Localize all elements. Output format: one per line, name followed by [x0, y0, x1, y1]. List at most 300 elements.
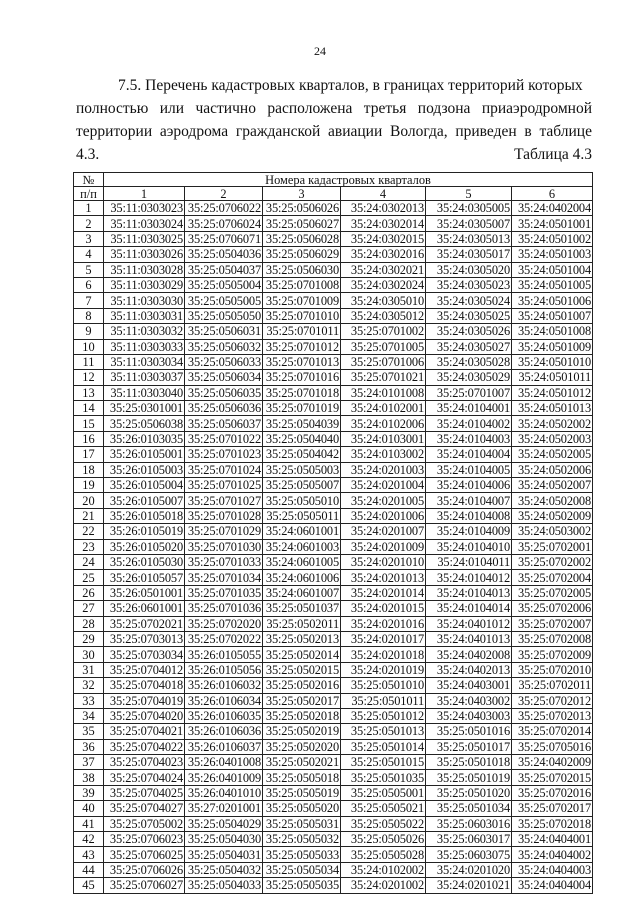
- cadastral-number-cell: 35:11:0303023: [104, 201, 185, 216]
- cadastral-number-cell: 35:24:0201009: [341, 539, 426, 554]
- cadastral-number-cell: 35:26:0105020: [104, 539, 185, 554]
- cadastral-number-cell: 35:24:0201019: [341, 662, 426, 677]
- cadastral-number-cell: 35:25:0502013: [263, 631, 341, 646]
- cadastral-number-cell: 35:25:0504030: [185, 832, 263, 847]
- cadastral-number-cell: 35:26:0501001: [104, 585, 185, 600]
- cadastral-number-cell: 35:26:0401009: [185, 770, 263, 785]
- cadastral-number-cell: 35:25:0505031: [263, 816, 341, 831]
- row-number-cell: 14: [74, 401, 104, 416]
- table-body: [74, 201, 593, 894]
- cadastral-number-cell: 35:26:0601001: [104, 601, 185, 616]
- cadastral-number-cell: 35:25:0701036: [185, 601, 263, 616]
- table-row: [74, 478, 593, 493]
- row-number-cell: 1: [74, 201, 104, 216]
- cadastral-number-cell: 35:25:0702002: [512, 554, 593, 569]
- cadastral-number-cell: 35:25:0702012: [512, 693, 593, 708]
- row-number-cell: 7: [74, 293, 104, 308]
- row-number-cell: 23: [74, 539, 104, 554]
- cadastral-number-cell: 35:25:0501011: [341, 693, 426, 708]
- cadastral-number-cell: 35:24:0201002: [341, 878, 426, 893]
- row-number-cell: 12: [74, 370, 104, 385]
- row-number-cell: 26: [74, 585, 104, 600]
- cadastral-number-cell: 35:24:0201013: [341, 570, 426, 585]
- cadastral-number-cell: 35:25:0702006: [512, 601, 593, 616]
- cadastral-number-cell: 35:25:0505021: [341, 801, 426, 816]
- row-number-cell: 31: [74, 662, 104, 677]
- row-number-cell: 6: [74, 277, 104, 292]
- cadastral-number-cell: 35:24:0305027: [426, 339, 512, 354]
- cadastral-number-cell: 35:25:0505003: [263, 462, 341, 477]
- cadastral-number-cell: 35:26:0105004: [104, 478, 185, 493]
- cadastral-number-cell: 35:25:0701012: [263, 339, 341, 354]
- cadastral-number-cell: 35:24:0302016: [341, 247, 426, 262]
- cadastral-number-cell: 35:25:0505050: [185, 308, 263, 323]
- cadastral-number-cell: 35:24:0305024: [426, 293, 512, 308]
- cadastral-number-cell: 35:25:0603075: [426, 847, 512, 862]
- cadastral-number-cell: 35:24:0402009: [512, 755, 593, 770]
- cadastral-number-cell: 35:25:0504039: [263, 416, 341, 431]
- cadastral-number-cell: 35:25:0505033: [263, 847, 341, 862]
- cadastral-number-cell: 35:24:0201017: [341, 631, 426, 646]
- table-row: [74, 662, 593, 677]
- row-number-cell: 15: [74, 416, 104, 431]
- cadastral-number-cell: 35:24:0305026: [426, 324, 512, 339]
- cadastral-number-cell: 35:25:0506028: [263, 231, 341, 246]
- cadastral-number-cell: 35:24:0201004: [341, 478, 426, 493]
- cadastral-number-cell: 35:25:0505004: [185, 277, 263, 292]
- table-caption: Таблица 4.3: [514, 146, 592, 163]
- cadastral-number-cell: 35:25:0701023: [185, 447, 263, 462]
- group-header: Номера кадастровых кварталов: [104, 173, 593, 187]
- cadastral-number-cell: 35:25:0702008: [512, 631, 593, 646]
- cadastral-number-cell: 35:24:0104003: [426, 431, 512, 446]
- row-number-cell: 42: [74, 832, 104, 847]
- cadastral-number-cell: 35:24:0104010: [426, 539, 512, 554]
- cadastral-number-cell: 35:25:0505005: [185, 293, 263, 308]
- row-number-cell: 30: [74, 647, 104, 662]
- cadastral-number-cell: 35:24:0305028: [426, 354, 512, 369]
- cadastral-number-cell: 35:25:0702011: [512, 678, 593, 693]
- cadastral-number-cell: 35:25:0705016: [512, 739, 593, 754]
- cadastral-number-cell: 35:26:0105019: [104, 524, 185, 539]
- cadastral-number-cell: 35:24:0104005: [426, 462, 512, 477]
- cadastral-number-cell: 35:24:0601005: [263, 554, 341, 569]
- cadastral-number-cell: 35:24:0501013: [512, 401, 593, 416]
- cadastral-number-cell: 35:25:0701018: [263, 385, 341, 400]
- cadastral-number-cell: 35:24:0305025: [426, 308, 512, 323]
- table-row: [74, 724, 593, 739]
- column-number-header: 1: [104, 187, 185, 201]
- table-row: [74, 785, 593, 800]
- cadastral-number-cell: 35:11:0303031: [104, 308, 185, 323]
- cadastral-number-cell: 35:24:0101008: [341, 385, 426, 400]
- cadastral-number-cell: 35:24:0201018: [341, 647, 426, 662]
- table-row: [74, 231, 593, 246]
- cadastral-number-cell: 35:25:0505026: [341, 832, 426, 847]
- cadastral-number-cell: 35:25:0504033: [185, 878, 263, 893]
- cadastral-number-cell: 35:25:0704020: [104, 708, 185, 723]
- cadastral-number-cell: 35:24:0201015: [341, 601, 426, 616]
- cadastral-number-cell: 35:24:0501003: [512, 247, 593, 262]
- cadastral-number-cell: 35:25:0704021: [104, 724, 185, 739]
- table-row: [74, 508, 593, 523]
- row-number-cell: 5: [74, 262, 104, 277]
- cadastral-number-cell: 35:25:0504029: [185, 816, 263, 831]
- cadastral-number-cell: 35:24:0201021: [426, 878, 512, 893]
- cadastral-number-cell: 35:24:0503002: [512, 524, 593, 539]
- table-row: [74, 816, 593, 831]
- cadastral-number-cell: 35:24:0601007: [263, 585, 341, 600]
- row-number-cell: 21: [74, 508, 104, 523]
- cadastral-number-cell: 35:24:0305029: [426, 370, 512, 385]
- cadastral-number-cell: 35:24:0302014: [341, 216, 426, 231]
- row-number-cell: 28: [74, 616, 104, 631]
- cadastral-number-cell: 35:25:0505007: [263, 478, 341, 493]
- cadastral-number-cell: 35:25:0702016: [512, 785, 593, 800]
- cadastral-number-cell: 35:25:0506035: [185, 385, 263, 400]
- cadastral-number-cell: 35:24:0305005: [426, 201, 512, 216]
- cadastral-number-cell: 35:24:0302024: [341, 277, 426, 292]
- cadastral-number-cell: 35:24:0305010: [341, 293, 426, 308]
- cadastral-number-cell: 35:25:0603016: [426, 816, 512, 831]
- column-number-header: 3: [263, 187, 341, 201]
- table-row: [74, 247, 593, 262]
- row-number-cell: 35: [74, 724, 104, 739]
- table-row: [74, 832, 593, 847]
- cadastral-number-cell: 35:24:0401012: [426, 616, 512, 631]
- table-row: [74, 678, 593, 693]
- row-number-cell: 17: [74, 447, 104, 462]
- cadastral-number-cell: 35:25:0702020: [185, 616, 263, 631]
- cadastral-number-cell: 35:25:0704022: [104, 739, 185, 754]
- table-row: [74, 354, 593, 369]
- row-number-cell: 19: [74, 478, 104, 493]
- row-number-cell: 25: [74, 570, 104, 585]
- table-row: [74, 262, 593, 277]
- cadastral-number-cell: 35:11:0303024: [104, 216, 185, 231]
- row-number-cell: 22: [74, 524, 104, 539]
- cadastral-number-cell: 35:24:0501012: [512, 385, 593, 400]
- row-number-cell: 29: [74, 631, 104, 646]
- cadastral-number-cell: 35:24:0103001: [341, 431, 426, 446]
- cadastral-number-cell: 35:24:0501006: [512, 293, 593, 308]
- row-number-cell: 20: [74, 493, 104, 508]
- cadastral-number-cell: 35:24:0501008: [512, 324, 593, 339]
- table-row: [74, 616, 593, 631]
- cadastral-number-cell: 35:25:0504037: [185, 262, 263, 277]
- cadastral-number-cell: 35:11:0303034: [104, 354, 185, 369]
- cadastral-number-cell: 35:25:0701005: [341, 339, 426, 354]
- cadastral-number-cell: 35:26:0105018: [104, 508, 185, 523]
- row-number-cell: 8: [74, 308, 104, 323]
- cadastral-number-cell: 35:26:0106035: [185, 708, 263, 723]
- cadastral-number-cell: 35:25:0502015: [263, 662, 341, 677]
- table-row: [74, 755, 593, 770]
- cadastral-number-cell: 35:25:0706071: [185, 231, 263, 246]
- row-number-cell: 34: [74, 708, 104, 723]
- cadastral-number-cell: 35:25:0706022: [185, 201, 263, 216]
- cadastral-number-cell: 35:25:0701033: [185, 554, 263, 569]
- table-row: [74, 201, 593, 216]
- cadastral-number-cell: 35:24:0501009: [512, 339, 593, 354]
- table-row: [74, 570, 593, 585]
- cadastral-number-cell: 35:25:0702014: [512, 724, 593, 739]
- paragraph-first-line: 7.5. Перечень кадастровых кварталов, в границах территорий которых: [118, 77, 583, 94]
- cadastral-number-cell: 35:11:0303040: [104, 385, 185, 400]
- table-row: [74, 277, 593, 292]
- cadastral-quarters-table: [73, 172, 593, 894]
- cadastral-number-cell: 35:26:0105003: [104, 462, 185, 477]
- cadastral-number-cell: 35:25:0501013: [341, 724, 426, 739]
- cadastral-number-cell: 35:24:0104006: [426, 478, 512, 493]
- cadastral-number-cell: 35:25:0706025: [104, 847, 185, 862]
- cadastral-number-cell: 35:25:0701013: [263, 354, 341, 369]
- table-row: [74, 739, 593, 754]
- cadastral-number-cell: 35:26:0105030: [104, 554, 185, 569]
- row-number-cell: 38: [74, 770, 104, 785]
- cadastral-number-cell: 35:24:0201003: [341, 462, 426, 477]
- cadastral-number-cell: 35:24:0402004: [512, 201, 593, 216]
- cadastral-number-cell: 35:25:0704019: [104, 693, 185, 708]
- cadastral-number-cell: 35:25:0701034: [185, 570, 263, 585]
- cadastral-number-cell: 35:24:0501011: [512, 370, 593, 385]
- cadastral-number-cell: 35:11:0303037: [104, 370, 185, 385]
- cadastral-number-cell: 35:25:0502019: [263, 724, 341, 739]
- row-number-cell: 9: [74, 324, 104, 339]
- cadastral-number-cell: 35:25:0701027: [185, 493, 263, 508]
- cadastral-number-cell: 35:25:0501018: [426, 755, 512, 770]
- cadastral-number-cell: 35:26:0106037: [185, 739, 263, 754]
- cadastral-number-cell: 35:25:0506027: [263, 216, 341, 231]
- cadastral-number-cell: 35:25:0502014: [263, 647, 341, 662]
- cadastral-number-cell: 35:24:0201007: [341, 524, 426, 539]
- cadastral-number-cell: 35:24:0404002: [512, 847, 593, 862]
- cadastral-number-cell: 35:25:0501015: [341, 755, 426, 770]
- cadastral-number-cell: 35:11:0303028: [104, 262, 185, 277]
- row-number-cell: 43: [74, 847, 104, 862]
- cadastral-number-cell: 35:25:0506037: [185, 416, 263, 431]
- row-number-cell: 36: [74, 739, 104, 754]
- cadastral-number-cell: 35:25:0701010: [263, 308, 341, 323]
- cadastral-number-cell: 35:25:0501035: [341, 770, 426, 785]
- cadastral-number-cell: 35:24:0201010: [341, 554, 426, 569]
- table-row: [74, 524, 593, 539]
- table-row: [74, 293, 593, 308]
- cadastral-number-cell: 35:24:0305020: [426, 262, 512, 277]
- cadastral-number-cell: 35:25:0504042: [263, 447, 341, 462]
- cadastral-number-cell: 35:24:0501002: [512, 231, 593, 246]
- cadastral-number-cell: 35:25:0702001: [512, 539, 593, 554]
- row-number-cell: 40: [74, 801, 104, 816]
- cadastral-number-cell: 35:25:0704027: [104, 801, 185, 816]
- cadastral-number-cell: 35:24:0104011: [426, 554, 512, 569]
- cadastral-number-cell: 35:25:0704018: [104, 678, 185, 693]
- cadastral-number-cell: 35:25:0706026: [104, 862, 185, 877]
- cadastral-number-cell: 35:25:0505034: [263, 862, 341, 877]
- cadastral-number-cell: 35:25:0504032: [185, 862, 263, 877]
- cadastral-number-cell: 35:25:0502021: [263, 755, 341, 770]
- row-number-cell: 18: [74, 462, 104, 477]
- cadastral-number-cell: 35:25:0506034: [185, 370, 263, 385]
- cadastral-number-cell: 35:24:0102006: [341, 416, 426, 431]
- table-row: [74, 401, 593, 416]
- cadastral-number-cell: 35:26:0105057: [104, 570, 185, 585]
- cadastral-number-cell: 35:25:0502017: [263, 693, 341, 708]
- paragraph-rest: полностью или частично расположена третья подзона приаэродромной территории аэродрома гражданской авиации Вологда, приведен в таблице 4.3.: [76, 100, 592, 163]
- row-number-cell: 45: [74, 878, 104, 893]
- cadastral-number-cell: 35:11:0303033: [104, 339, 185, 354]
- cadastral-number-cell: 35:25:0703034: [104, 647, 185, 662]
- cadastral-number-cell: 35:24:0201005: [341, 493, 426, 508]
- cadastral-number-cell: 35:25:0701029: [185, 524, 263, 539]
- table-row: [74, 693, 593, 708]
- row-number-cell: 4: [74, 247, 104, 262]
- cadastral-number-cell: 35:24:0404004: [512, 878, 593, 893]
- cadastral-number-cell: 35:24:0104014: [426, 601, 512, 616]
- table-row: [74, 647, 593, 662]
- cadastral-number-cell: 35:25:0504031: [185, 847, 263, 862]
- table-row: [74, 416, 593, 431]
- cadastral-number-cell: 35:26:0106034: [185, 693, 263, 708]
- row-number-cell: 37: [74, 755, 104, 770]
- cadastral-number-cell: 35:26:0401010: [185, 785, 263, 800]
- cadastral-number-cell: 35:25:0701009: [263, 293, 341, 308]
- cadastral-number-cell: 35:25:0704023: [104, 755, 185, 770]
- cadastral-number-cell: 35:25:0506030: [263, 262, 341, 277]
- cadastral-number-cell: 35:25:0701006: [341, 354, 426, 369]
- cadastral-number-cell: 35:25:0702009: [512, 647, 593, 662]
- cadastral-number-cell: 35:25:0505010: [263, 493, 341, 508]
- cadastral-number-cell: 35:25:0505028: [341, 847, 426, 862]
- cadastral-number-cell: 35:11:0303032: [104, 324, 185, 339]
- table-row: [74, 539, 593, 554]
- table-row: [74, 878, 593, 893]
- cadastral-number-cell: 35:25:0701022: [185, 431, 263, 446]
- table-row: [74, 370, 593, 385]
- cadastral-number-cell: 35:25:0502011: [263, 616, 341, 631]
- cadastral-number-cell: 35:24:0502005: [512, 447, 593, 462]
- cadastral-number-cell: 35:26:0106032: [185, 678, 263, 693]
- cadastral-number-cell: 35:25:0502020: [263, 739, 341, 754]
- cadastral-number-cell: 35:25:0506029: [263, 247, 341, 262]
- table-header-row-group: [74, 173, 593, 187]
- cadastral-number-cell: 35:25:0701035: [185, 585, 263, 600]
- cadastral-number-cell: 35:26:0103035: [104, 431, 185, 446]
- row-number-cell: 39: [74, 785, 104, 800]
- cadastral-number-cell: 35:25:0301001: [104, 401, 185, 416]
- cadastral-number-cell: 35:24:0502008: [512, 493, 593, 508]
- cadastral-number-cell: 35:25:0505022: [341, 816, 426, 831]
- cadastral-number-cell: 35:25:0701019: [263, 401, 341, 416]
- table-row: [74, 385, 593, 400]
- cadastral-number-cell: 35:25:0701025: [185, 478, 263, 493]
- cadastral-number-cell: 35:25:0702010: [512, 662, 593, 677]
- cadastral-number-cell: 35:25:0505018: [263, 770, 341, 785]
- table-row: [74, 801, 593, 816]
- cadastral-number-cell: 35:24:0102002: [341, 862, 426, 877]
- cadastral-number-cell: 35:24:0501010: [512, 354, 593, 369]
- cadastral-number-cell: 35:25:0702004: [512, 570, 593, 585]
- cadastral-number-cell: 35:25:0502018: [263, 708, 341, 723]
- row-number-header: №: [74, 173, 104, 187]
- cadastral-number-cell: 35:26:0105001: [104, 447, 185, 462]
- cadastral-number-cell: 35:25:0702017: [512, 801, 593, 816]
- cadastral-number-cell: 35:24:0403001: [426, 678, 512, 693]
- cadastral-number-cell: 35:25:0704012: [104, 662, 185, 677]
- column-number-header: 5: [426, 187, 512, 201]
- cadastral-number-cell: 35:25:0701016: [263, 370, 341, 385]
- cadastral-number-cell: 35:25:0505020: [263, 801, 341, 816]
- row-number-subheader: п/п: [74, 187, 104, 201]
- cadastral-number-cell: 35:24:0104004: [426, 447, 512, 462]
- cadastral-number-cell: 35:27:0201001: [185, 801, 263, 816]
- table-row: [74, 601, 593, 616]
- cadastral-number-cell: 35:25:0705002: [104, 816, 185, 831]
- cadastral-number-cell: 35:11:0303025: [104, 231, 185, 246]
- cadastral-number-cell: 35:11:0303029: [104, 277, 185, 292]
- cadastral-number-cell: 35:25:0702022: [185, 631, 263, 646]
- cadastral-number-cell: 35:25:0504040: [263, 431, 341, 446]
- cadastral-number-cell: 35:26:0106036: [185, 724, 263, 739]
- table-header-row-columns: [74, 187, 593, 201]
- cadastral-number-cell: 35:25:0706024: [185, 216, 263, 231]
- cadastral-number-cell: 35:25:0505011: [263, 508, 341, 523]
- cadastral-number-cell: 35:24:0103002: [341, 447, 426, 462]
- row-number-cell: 2: [74, 216, 104, 231]
- cadastral-number-cell: 35:24:0404001: [512, 832, 593, 847]
- cadastral-number-cell: 35:25:0702018: [512, 816, 593, 831]
- row-number-cell: 10: [74, 339, 104, 354]
- cadastral-number-cell: 35:25:0505019: [263, 785, 341, 800]
- cadastral-number-cell: 35:25:0501017: [426, 739, 512, 754]
- cadastral-number-cell: 35:24:0502006: [512, 462, 593, 477]
- cadastral-number-cell: 35:11:0303026: [104, 247, 185, 262]
- cadastral-number-cell: 35:25:0701024: [185, 462, 263, 477]
- cadastral-number-cell: 35:24:0104008: [426, 508, 512, 523]
- cadastral-number-cell: 35:25:0603017: [426, 832, 512, 847]
- row-number-cell: 44: [74, 862, 104, 877]
- cadastral-number-cell: 35:24:0104012: [426, 570, 512, 585]
- cadastral-number-cell: 35:24:0201020: [426, 862, 512, 877]
- table-row: [74, 770, 593, 785]
- cadastral-number-cell: 35:25:0505035: [263, 878, 341, 893]
- cadastral-number-cell: 35:24:0305013: [426, 231, 512, 246]
- cadastral-number-cell: 35:24:0305012: [341, 308, 426, 323]
- cadastral-number-cell: 35:24:0305023: [426, 277, 512, 292]
- column-number-header: 4: [341, 187, 426, 201]
- cadastral-number-cell: 35:25:0505001: [341, 785, 426, 800]
- cadastral-number-cell: 35:24:0104013: [426, 585, 512, 600]
- cadastral-number-cell: 35:25:0704025: [104, 785, 185, 800]
- cadastral-number-cell: 35:24:0501001: [512, 216, 593, 231]
- table-row: [74, 862, 593, 877]
- cadastral-number-cell: 35:24:0305017: [426, 247, 512, 262]
- cadastral-number-cell: 35:25:0506036: [185, 401, 263, 416]
- table-row: [74, 554, 593, 569]
- cadastral-number-cell: 35:24:0601003: [263, 539, 341, 554]
- cadastral-number-cell: 35:25:0501012: [341, 708, 426, 723]
- cadastral-number-cell: 35:25:0702007: [512, 616, 593, 631]
- cadastral-number-cell: 35:25:0501037: [263, 601, 341, 616]
- column-number-header: 6: [512, 187, 593, 201]
- cadastral-number-cell: 35:24:0302021: [341, 262, 426, 277]
- cadastral-number-cell: 35:26:0105007: [104, 493, 185, 508]
- cadastral-number-cell: 35:26:0401008: [185, 755, 263, 770]
- cadastral-number-cell: 35:24:0305007: [426, 216, 512, 231]
- cadastral-number-cell: 35:24:0201016: [341, 616, 426, 631]
- cadastral-number-cell: 35:25:0701008: [263, 277, 341, 292]
- cadastral-number-cell: 35:24:0302015: [341, 231, 426, 246]
